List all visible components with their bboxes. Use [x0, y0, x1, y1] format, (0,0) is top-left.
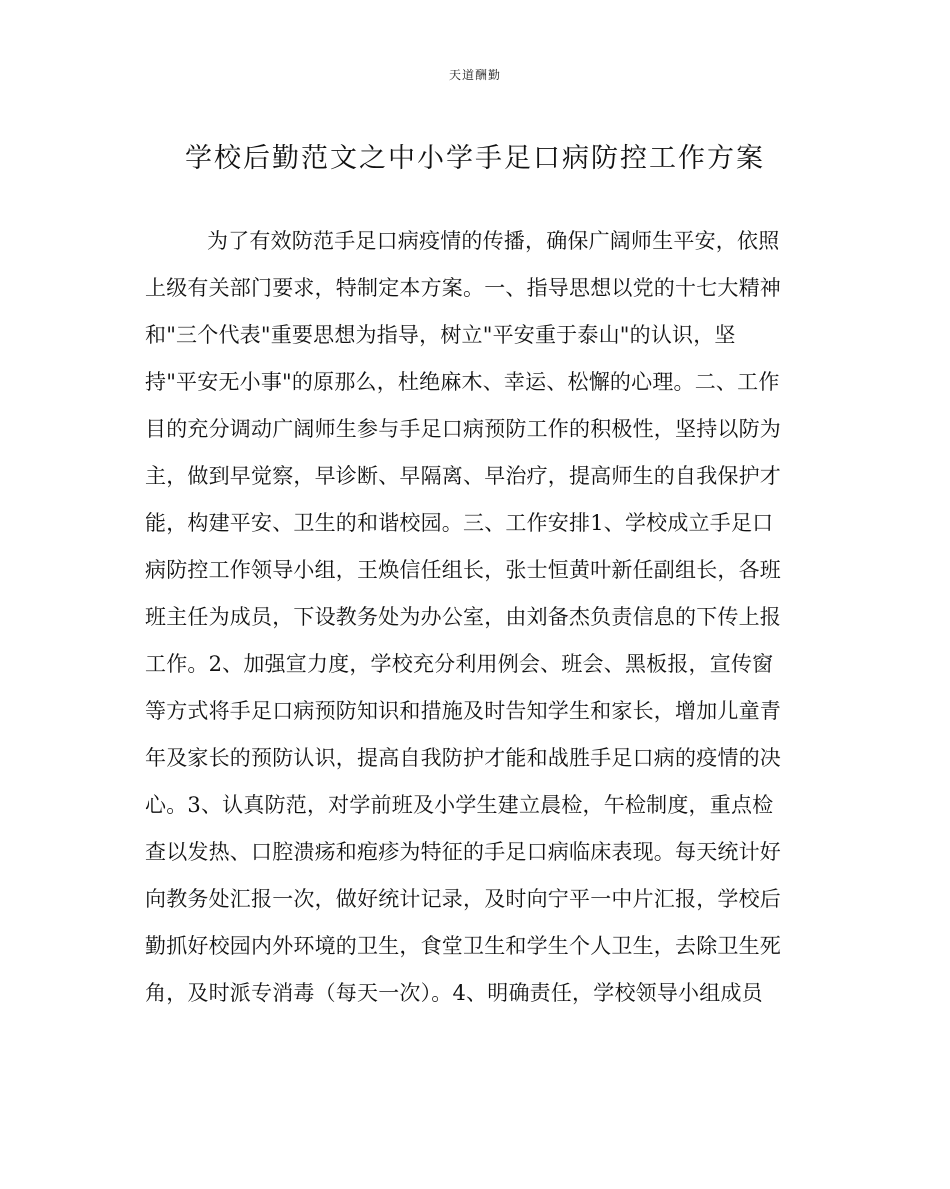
body-line: 班主任为成员，下设教务处为办公室，由刘备杰负责信息的下传上报	[145, 605, 781, 629]
body-line: 角，及时派专消毒（每天一次）。4、明确责任，学校领导小组成员	[145, 981, 763, 1005]
body-line: 能，构建平安、卫生的和谐校园。三、工作安排1、学校成立手足口	[145, 511, 774, 535]
body-line: 年及家长的预防认识，提高自我防护才能和战胜手足口病的疫情的决	[145, 746, 781, 770]
body-line: 持"平安无小事"的原那么，杜绝麻木、幸运、松懈的心理。二、工作	[145, 370, 780, 394]
body-line: 病防控工作领导小组，王焕信任组长，张士恒黄叶新任副组长，各班	[145, 558, 781, 582]
body-line: 目的充分调动广阔师生参与手足口病预防工作的积极性，坚持以防为	[145, 417, 781, 441]
body-line: 工作。2、加强宣力度，学校充分利用例会、班会、黑板报，宣传窗	[145, 652, 774, 676]
page-header: 天道酬勤	[448, 68, 501, 82]
body-line: 勤抓好校园内外环境的卫生，食堂卫生和学生个人卫生，去除卫生死	[145, 934, 781, 958]
body-line: 等方式将手足口病预防知识和措施及时告知学生和家长，增加儿童青	[145, 699, 781, 723]
body-line: 为了有效防范手足口病疫情的传播，确保广阔师生平安，依照	[207, 229, 780, 253]
body-line: 查以发热、口腔溃疡和疱疹为特征的手足口病临床表现。每天统计好	[145, 840, 781, 864]
body-line: 向教务处汇报一次，做好统计记录，及时向宁平一中片汇报，学校后	[145, 887, 781, 911]
document-title: 学校后勤范文之中小学手足口病防控工作方案	[185, 143, 765, 174]
body-line: 心。3、认真防范，对学前班及小学生建立晨检，午检制度，重点检	[145, 793, 774, 817]
body-text	[145, 218, 805, 1017]
body-line: 和"三个代表"重要思想为指导，树立"平安重于泰山"的认识，坚	[145, 323, 736, 347]
body-line: 上级有关部门要求，特制定本方案。一、指导思想以党的十七大精神	[145, 276, 781, 300]
body-line: 主，做到早觉察，早诊断、早隔离、早治疗，提高师生的自我保护才	[145, 464, 781, 488]
